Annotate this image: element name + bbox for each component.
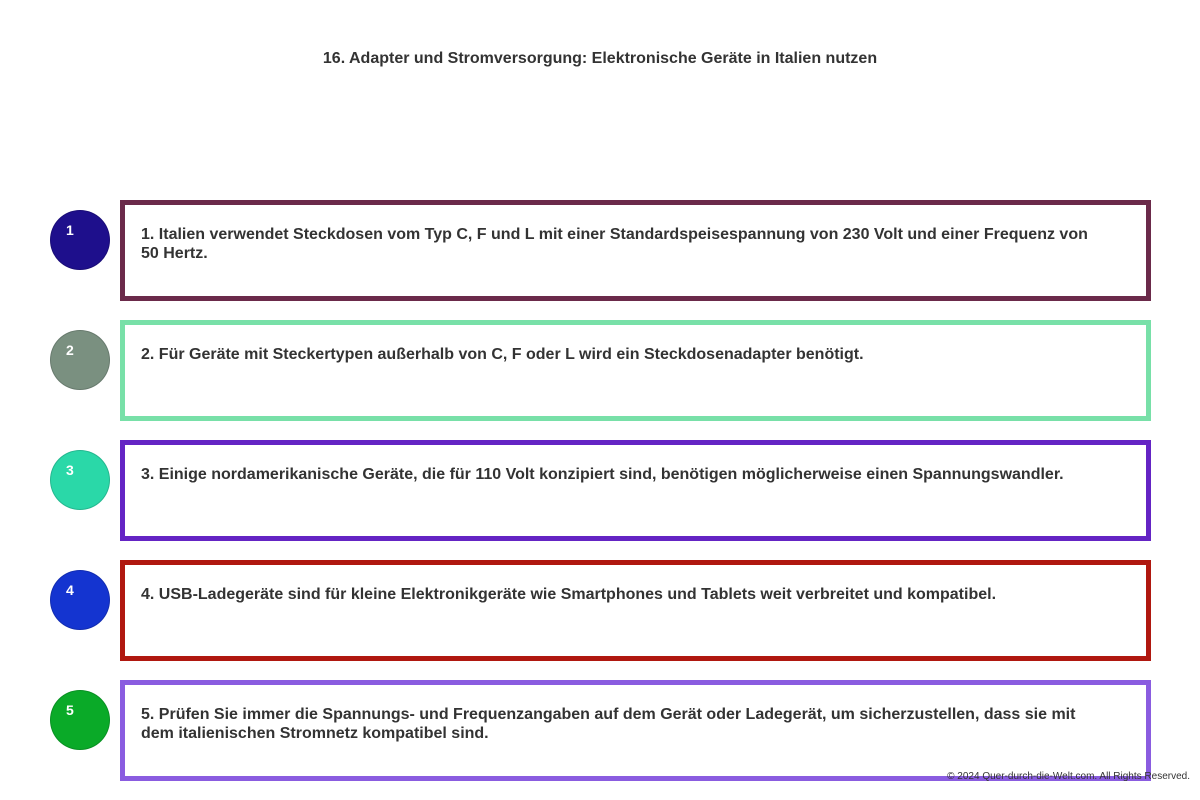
item-text: 5. Prüfen Sie immer die Spannungs- und Frequenzangaben auf dem Gerät oder Ladegerät, um sicherzustellen, dass sie mit dem italienischen Stromnetz kompatibel sind. — [141, 706, 1076, 742]
item-text: 1. Italien verwendet Steckdosen vom Typ C, F und L mit einer Standardspeisespannung von 230 Volt und einer Frequenz von 50 Hertz. — [141, 226, 1088, 262]
item-box — [120, 320, 1151, 421]
list-item — [0, 560, 1200, 661]
list-item — [0, 200, 1200, 301]
item-box — [120, 560, 1151, 661]
list-item — [0, 320, 1200, 421]
item-number: 5 — [66, 702, 74, 718]
item-text: 4. USB-Ladegeräte sind für kleine Elektronikgeräte wie Smartphones und Tablets weit verbreitet und kompatibel. — [141, 586, 997, 603]
number-circle — [50, 330, 110, 390]
item-number: 3 — [66, 462, 74, 478]
list-item — [0, 680, 1200, 781]
item-number: 4 — [66, 582, 74, 598]
number-circle — [50, 210, 110, 270]
list-item — [0, 440, 1200, 541]
item-text: 3. Einige nordamerikanische Geräte, die für 110 Volt konzipiert sind, benötigen möglicherweise einen Spannungswandler. — [141, 466, 1064, 483]
number-circle — [50, 570, 110, 630]
number-circle — [50, 690, 110, 750]
page-title: 16. Adapter und Stromversorgung: Elektronische Geräte in Italien nutzen — [322, 50, 878, 67]
item-box — [120, 200, 1151, 301]
item-number: 2 — [66, 342, 74, 358]
item-text: 2. Für Geräte mit Steckertypen außerhalb von C, F oder L wird ein Steckdosenadapter benötigt. — [141, 346, 864, 363]
item-box — [120, 680, 1151, 781]
item-box — [120, 440, 1151, 541]
number-circle — [50, 450, 110, 510]
item-number: 1 — [66, 222, 74, 238]
copyright-footer: © 2024 Quer-durch-die-Welt.com. All Rights Reserved. — [947, 771, 1190, 782]
